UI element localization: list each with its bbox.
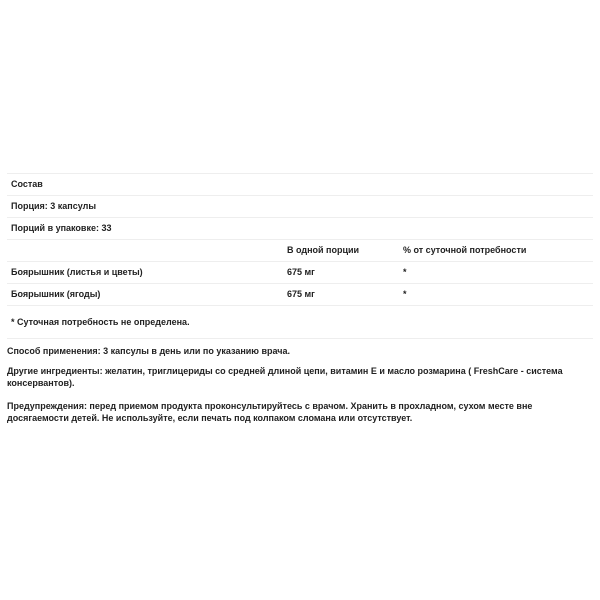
servings-row bbox=[7, 218, 593, 240]
ingredient-name: Боярышник (листья и цветы) bbox=[11, 267, 143, 277]
table-header-row bbox=[7, 240, 593, 262]
supplement-facts-table bbox=[7, 173, 593, 339]
table-title-row bbox=[7, 174, 593, 196]
ingredient-amount: 675 мг bbox=[287, 267, 315, 277]
footnote-row bbox=[7, 306, 593, 339]
table-row bbox=[7, 284, 593, 306]
ingredient-dv: * bbox=[403, 289, 407, 299]
servings-per-pack: Порций в упаковке: 33 bbox=[11, 223, 112, 233]
footnote: * Суточная потребность не определена. bbox=[11, 317, 190, 327]
ingredient-amount: 675 мг bbox=[287, 289, 315, 299]
other-ingredients-text: Другие ингредиенты: желатин, триглицериды со средней длиной цепи, витамин Е и масло розмарина ( FreshCare - система консервантов). bbox=[7, 366, 563, 388]
ingredient-dv: * bbox=[403, 267, 407, 277]
table-row bbox=[7, 262, 593, 284]
header-daily-value: % от суточной потребности bbox=[403, 245, 527, 255]
serving-size: Порция: 3 капсулы bbox=[11, 201, 97, 211]
serving-row bbox=[7, 196, 593, 218]
header-per-serving: В одной порции bbox=[287, 245, 360, 255]
usage-text: Способ применения: 3 капсулы в день или по указанию врача. bbox=[7, 346, 291, 356]
table-title: Состав bbox=[11, 179, 43, 189]
warnings-text: Предупреждения: перед приемом продукта проконсультируйтесь с врачом. Хранить в прохладном, сухом месте вне досягаемости детей. Не используйте, если печать под колпаком сломана или отсутствует. bbox=[7, 401, 533, 423]
ingredient-name: Боярышник (ягоды) bbox=[11, 289, 101, 299]
